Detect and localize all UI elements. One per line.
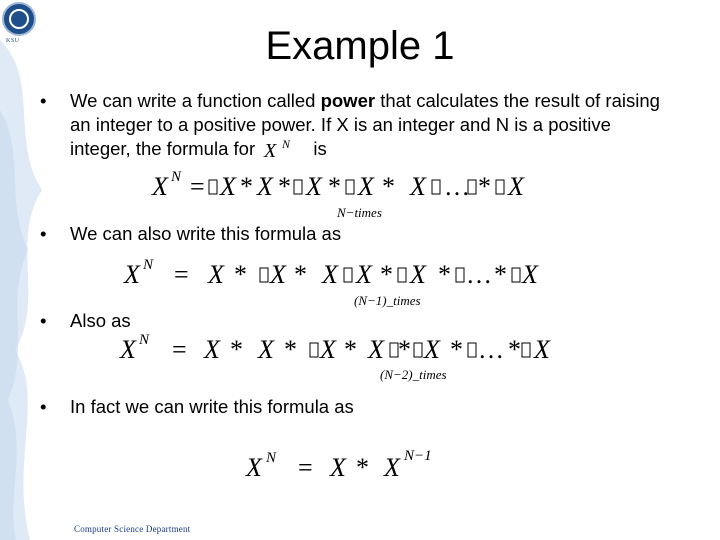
- slide-title: Example 1: [265, 24, 455, 68]
- eq1-n-times-label: N−times: [337, 205, 382, 220]
- bullet-dot: •: [40, 396, 47, 417]
- eq3-x: X: [320, 335, 336, 364]
- eq3-times: *: [508, 335, 521, 364]
- eq3-x: X: [368, 335, 384, 364]
- eq3-times: *: [450, 335, 463, 364]
- bullet-dot: •: [40, 223, 47, 244]
- left-swirl-decoration: [0, 0, 60, 540]
- eq2-x: X: [322, 260, 338, 289]
- eq2-n1-times-label: (N−1)_times: [354, 293, 421, 308]
- bullet-2-text: We can also write this formula as: [70, 223, 342, 244]
- eq1-equals: =: [190, 172, 205, 201]
- bullet-1-text-end: is: [308, 138, 327, 159]
- eq2-x: X: [356, 260, 372, 289]
- eq1-x: X: [358, 172, 374, 201]
- eq3-times: *: [344, 335, 357, 364]
- bullet-3-text: Also as: [70, 310, 131, 331]
- bullet-1: [40, 89, 670, 161]
- eq3-dots: …: [478, 335, 504, 364]
- eq1-dots: …: [444, 172, 470, 201]
- eq2-x: X: [270, 260, 286, 289]
- equation-4: [244, 446, 464, 486]
- eq3-x: X: [120, 335, 136, 364]
- eq2-times: *: [234, 260, 247, 289]
- eq3-n: N: [139, 332, 150, 348]
- eq2-x: X: [410, 260, 426, 289]
- equation-2: [122, 258, 562, 310]
- eq3-n2-times-label: (N−2)_times: [380, 367, 447, 382]
- bullet-4: [40, 395, 670, 419]
- bullet-2: [40, 222, 670, 246]
- bullet-1-text-part: We can write a function called: [70, 90, 321, 111]
- eq3-x: X: [204, 335, 220, 364]
- inline-math-x-power-n: [260, 139, 308, 159]
- eq2-times: *: [380, 260, 393, 289]
- eq4-times: *: [356, 453, 369, 482]
- eq2-x: X: [208, 260, 224, 289]
- eq4-n: N: [266, 450, 277, 466]
- eq2-dots: …: [466, 260, 492, 289]
- eq2-times: *: [438, 260, 451, 289]
- logo-text: KSU: [6, 38, 20, 44]
- eq2-equals: =: [174, 260, 189, 289]
- eq1-x: X: [257, 172, 273, 201]
- eq3-x: X: [258, 335, 274, 364]
- eq1-x: X: [508, 172, 524, 201]
- bullet-4-text: In fact we can write this formula as: [70, 396, 354, 417]
- eq1-x: X: [152, 172, 168, 201]
- bullet-1-text-part: that calculates the result of raising an integer to a positive power. If X is an integer and N is a positive integer, the formula for: [70, 90, 660, 159]
- eq1-times: *: [278, 172, 291, 201]
- footer-department: Computer Science Department: [74, 524, 191, 534]
- eq2-n: N: [143, 257, 154, 273]
- equation-3: [118, 330, 568, 382]
- math-n: N: [282, 139, 291, 151]
- eq1-x: X: [410, 172, 426, 201]
- bullet-dot: •: [40, 310, 47, 331]
- eq2-x: X: [522, 260, 538, 289]
- eq4-x: X: [384, 453, 400, 482]
- eq1-x: X: [220, 172, 236, 201]
- eq3-times: *: [284, 335, 297, 364]
- eq1-n: N: [171, 169, 182, 185]
- eq4-x: X: [330, 453, 346, 482]
- eq3-equals: =: [172, 335, 187, 364]
- eq4-n-minus-1: N−1: [404, 448, 432, 464]
- eq3-x: X: [424, 335, 440, 364]
- eq1-times: *: [240, 172, 253, 201]
- bullet-dot: •: [40, 90, 47, 111]
- equation-1: [150, 170, 550, 222]
- eq3-times: *: [230, 335, 243, 364]
- eq1-times: *: [478, 172, 491, 201]
- eq1-times: *: [382, 172, 395, 201]
- eq2-times: *: [494, 260, 507, 289]
- eq2-x: X: [124, 260, 140, 289]
- eq3-x: X: [534, 335, 550, 364]
- eq3-times: *: [398, 335, 411, 364]
- eq1-x: X: [306, 172, 322, 201]
- math-x: X: [264, 140, 277, 159]
- eq2-times: *: [294, 260, 307, 289]
- eq4-equals: =: [298, 453, 313, 482]
- bullet-1-text: [40, 89, 670, 161]
- bullet-1-bold: power: [320, 90, 376, 111]
- eq1-times: *: [328, 172, 341, 201]
- eq4-x: X: [246, 453, 262, 482]
